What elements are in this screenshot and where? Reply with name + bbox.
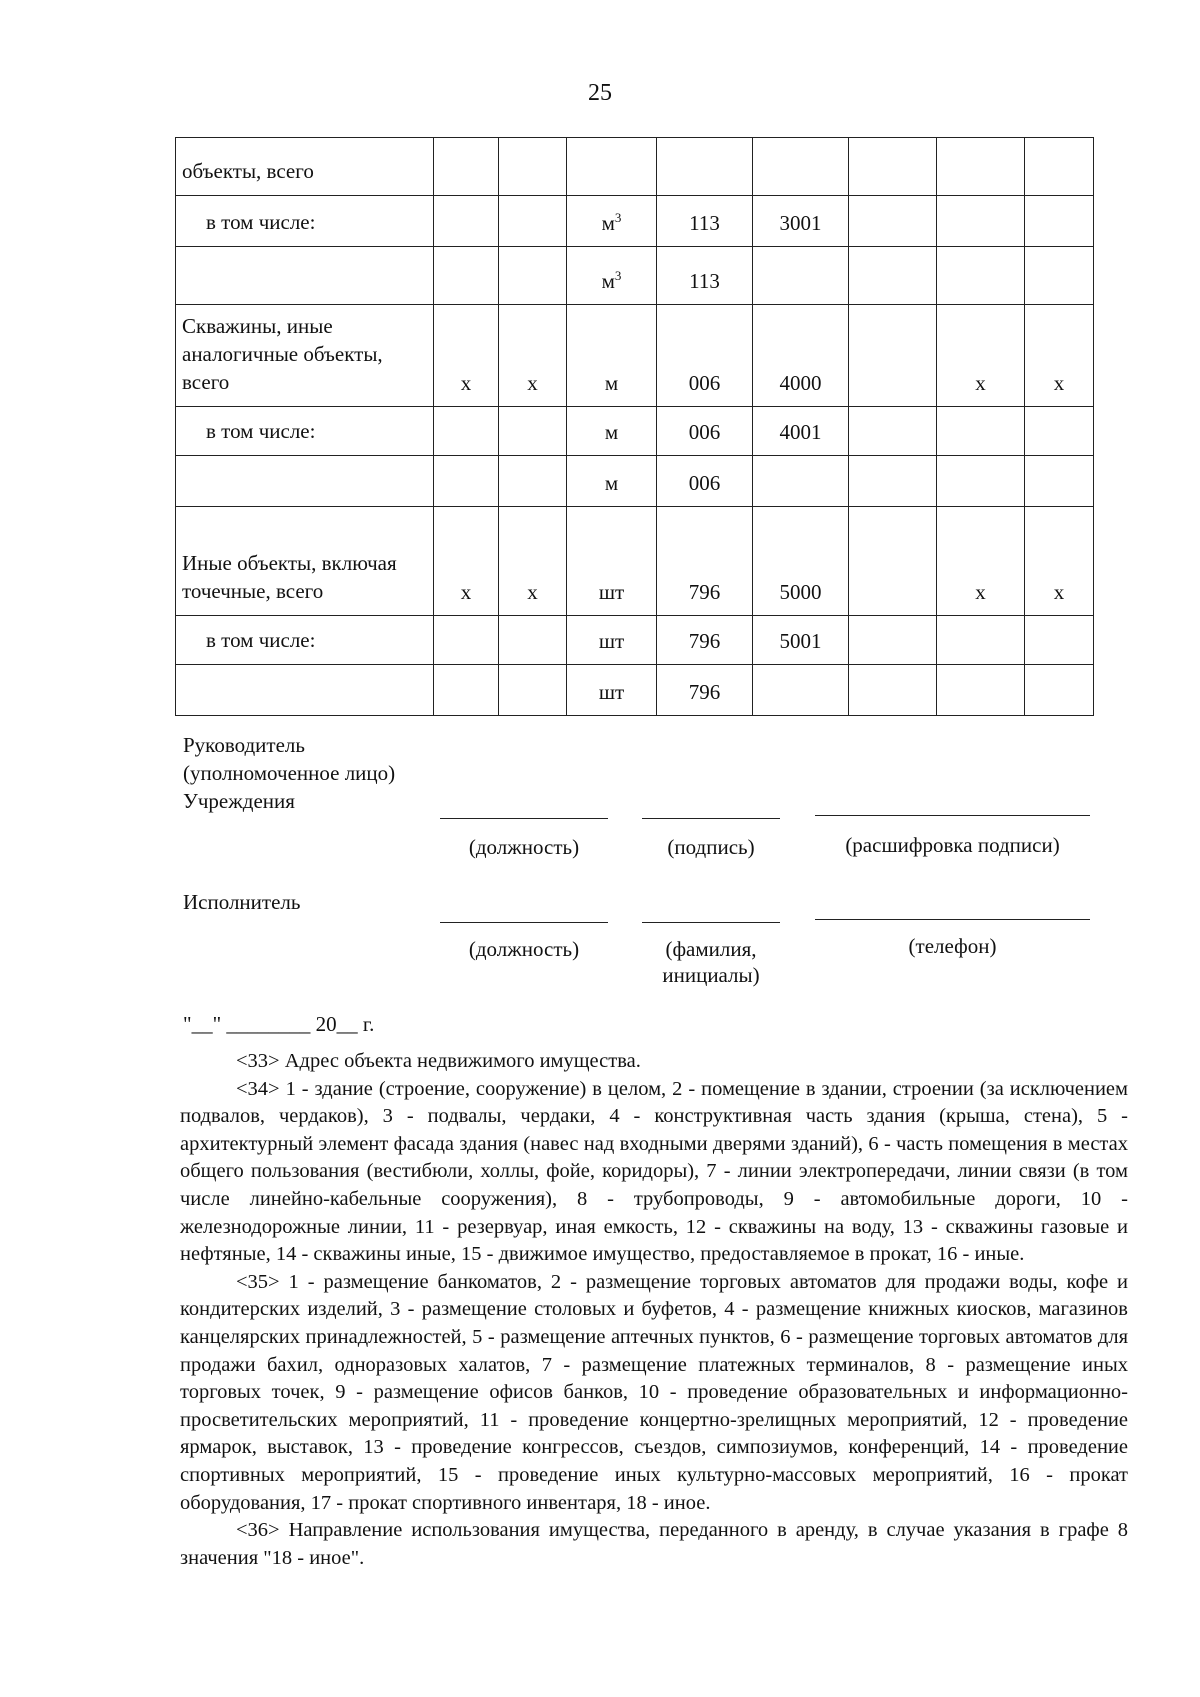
cell-value: 796 [688, 680, 721, 704]
table-cell [657, 196, 753, 247]
cell-value: м [601, 269, 615, 293]
table-cell [1025, 305, 1094, 407]
row-name-cell: Скважины, иные аналогичные объекты, всего [176, 305, 434, 407]
table-cell [1025, 456, 1094, 507]
table-cell [1025, 247, 1094, 305]
table-cell [657, 616, 753, 665]
executor-phone-line [815, 919, 1090, 920]
table-cell [434, 196, 499, 247]
table-cell [434, 305, 499, 407]
table-row [176, 305, 1094, 407]
property-table [175, 137, 1094, 716]
table-cell [753, 407, 849, 456]
table-cell [567, 616, 657, 665]
table-cell [657, 138, 753, 196]
table-cell [753, 616, 849, 665]
table-row [176, 247, 1094, 305]
table-cell [434, 507, 499, 616]
cell-value: х [1053, 371, 1065, 395]
footnote-36: <36> Направление использования имущества, переданного в аренду, в случае указания в графе 8 значения "18 - иное". [180, 1519, 1128, 1569]
footnote-34: <34> 1 - здание (строение, сооружение) в целом, 2 - помещение в здании, строении (за исключением подвалов, чердаков), 3 - подвалы, чердаки, 4 - конструктивная часть здания (крыша, стена), 5 - архитектурный элемент фасада здания (навес над входными дверями зданий), 6 - часть помещения в местах общего пользования (вестибюли, холлы, фойе, коридоры), 7 - линии электропередачи, линии связи (в том числе линейно-кабельные сооружения), 8 - трубопроводы, 9 - автомобильные дороги, 10 - железнодорожные линии, 11 - резервуар, иная емкость, 12 - скважины на воду, 13 - скважины газовые и нефтяные, 14 - скважины иные, 15 - движимое имущество, предоставляемое в прокат, 16 - иные. [180, 1077, 1128, 1266]
table-row [176, 665, 1094, 716]
table-cell [657, 507, 753, 616]
executor-name-caption-1: (фамилия, [665, 937, 757, 961]
table-cell [567, 456, 657, 507]
cell-value: 796 [688, 580, 721, 604]
table-cell [499, 305, 567, 407]
table-cell [849, 196, 937, 247]
row-name-cell [176, 247, 434, 305]
cell-value: 4000 [779, 371, 822, 395]
table-row [176, 507, 1094, 616]
table-cell [849, 305, 937, 407]
cell-value: 113 [689, 211, 720, 235]
table-cell [499, 138, 567, 196]
table-cell [499, 196, 567, 247]
table-cell [499, 456, 567, 507]
table-row [176, 196, 1094, 247]
table-cell [937, 407, 1025, 456]
table-cell [937, 196, 1025, 247]
head-signature-line [642, 818, 780, 819]
table-cell [849, 665, 937, 716]
cell-value: шт [598, 629, 625, 653]
unit-superscript: 3 [614, 210, 622, 225]
table-cell [753, 247, 849, 305]
table-cell [499, 407, 567, 456]
footnote-35: <35> 1 - размещение банкоматов, 2 - размещение торговых автоматов для продажи воды, кофе и кондитерских изделий, 3 - размещение столовых и буфетов, 4 - размещение книжных киосков, магазинов канцелярских принадлежностей, 5 - размещение аптечных пунктов, 6 - размещение торговых автоматов для продажи бахил, одноразовых халатов, 7 - размещение платежных терминалов, 8 - размещение иных торговых точек, 9 - размещение офисов банков, 10 - проведение образовательных и информационно-просветительских мероприятий, 11 - проведение концертно-зрелищных мероприятий, 12 - проведение ярмарок, выставок, 13 - проведение конгрессов, съездов, симпозиумов, конференций, 14 - проведение спортивных мероприятий, 15 - проведение иных культурно-массовых мероприятий, 16 - прокат оборудования, 17 - прокат спортивного инвентаря, 18 - иное. [180, 1270, 1128, 1514]
table-cell [657, 456, 753, 507]
row-name-cell [176, 456, 434, 507]
table-cell [434, 407, 499, 456]
table-cell [849, 616, 937, 665]
head-label-line-1: Руководитель [183, 733, 305, 757]
date-line: "__" ________ 20__ г. [183, 1012, 375, 1036]
table-row [176, 138, 1094, 196]
row-name-cell: в том числе: [176, 616, 434, 665]
cell-value: х [975, 580, 986, 604]
table-cell [753, 305, 849, 407]
table-cell [937, 305, 1025, 407]
table-cell [849, 456, 937, 507]
head-position-caption: (должность) [468, 835, 580, 859]
cell-value: м [601, 211, 615, 235]
executor-position-caption: (должность) [468, 937, 580, 961]
cell-value: 006 [688, 420, 721, 444]
table-cell [567, 247, 657, 305]
table-cell [567, 665, 657, 716]
cell-value: м [604, 420, 619, 444]
table-cell [849, 507, 937, 616]
table-row [176, 407, 1094, 456]
table-cell [657, 407, 753, 456]
table-cell [499, 507, 567, 616]
executor-name-caption-2: инициалы) [662, 963, 760, 987]
cell-value: м [604, 371, 619, 395]
head-position-line [440, 818, 608, 819]
cell-value: 006 [688, 471, 721, 495]
head-label-line-3: Учреждения [183, 789, 295, 813]
cell-value: х [1053, 580, 1065, 604]
cell-value: 5000 [779, 580, 822, 604]
cell-value: 5001 [779, 629, 822, 653]
unit-superscript: 3 [614, 268, 622, 283]
table-cell [1025, 616, 1094, 665]
cell-value: х [975, 371, 986, 395]
table-cell [499, 616, 567, 665]
table-cell [499, 247, 567, 305]
table-cell [937, 138, 1025, 196]
cell-value: х [527, 371, 538, 395]
head-decode-caption: (расшифровка подписи) [845, 833, 1060, 857]
executor-position-line [440, 922, 608, 923]
table-cell [849, 138, 937, 196]
cell-value: 4001 [779, 420, 822, 444]
row-name-cell: в том числе: [176, 407, 434, 456]
cell-value: шт [598, 580, 625, 604]
page-number: 25 [588, 80, 612, 106]
executor-label: Исполнитель [183, 890, 301, 914]
table-cell [567, 196, 657, 247]
table-cell [849, 247, 937, 305]
table-cell [567, 138, 657, 196]
cell-value: х [527, 580, 538, 604]
table-cell [937, 507, 1025, 616]
cell-value: 3001 [779, 211, 822, 235]
row-name-cell: Иные объекты, включая точечные, всего [176, 507, 434, 616]
table-cell [937, 456, 1025, 507]
table-cell [849, 407, 937, 456]
table-cell [937, 247, 1025, 305]
executor-name-line [642, 922, 780, 923]
table-cell [1025, 407, 1094, 456]
head-label-line-2: (уполномоченное лицо) [183, 761, 396, 785]
table-cell [753, 665, 849, 716]
table-cell [567, 407, 657, 456]
table-cell [434, 456, 499, 507]
table-cell [1025, 196, 1094, 247]
table-cell [567, 305, 657, 407]
table-cell [1025, 665, 1094, 716]
table-row [176, 616, 1094, 665]
cell-value: 006 [688, 371, 721, 395]
table-cell [657, 305, 753, 407]
table-cell [753, 507, 849, 616]
table-cell [937, 616, 1025, 665]
row-name-cell: объекты, всего [176, 138, 434, 196]
table-cell [753, 138, 849, 196]
table-cell [657, 665, 753, 716]
head-signature-caption: (подпись) [667, 835, 755, 859]
table-cell [434, 247, 499, 305]
cell-value: х [460, 371, 472, 395]
table-cell [1025, 138, 1094, 196]
cell-value: шт [598, 680, 625, 704]
head-decode-line [815, 815, 1090, 816]
table-cell [753, 196, 849, 247]
footnotes [180, 1048, 1128, 1572]
table-cell [657, 247, 753, 305]
table-cell [499, 665, 567, 716]
executor-phone-caption: (телефон) [908, 934, 997, 958]
table-cell [753, 456, 849, 507]
table-cell [937, 665, 1025, 716]
footnote-33: <33> Адрес объекта недвижимого имущества. [236, 1050, 641, 1072]
table-cell [567, 507, 657, 616]
table-cell [434, 138, 499, 196]
cell-value: х [460, 580, 472, 604]
row-name-cell: в том числе: [176, 196, 434, 247]
cell-value: 113 [689, 269, 720, 293]
table-cell [1025, 507, 1094, 616]
table-cell [434, 665, 499, 716]
row-name-cell [176, 665, 434, 716]
table-row [176, 456, 1094, 507]
table-cell [434, 616, 499, 665]
cell-value: м [604, 471, 619, 495]
cell-value: 796 [688, 629, 721, 653]
